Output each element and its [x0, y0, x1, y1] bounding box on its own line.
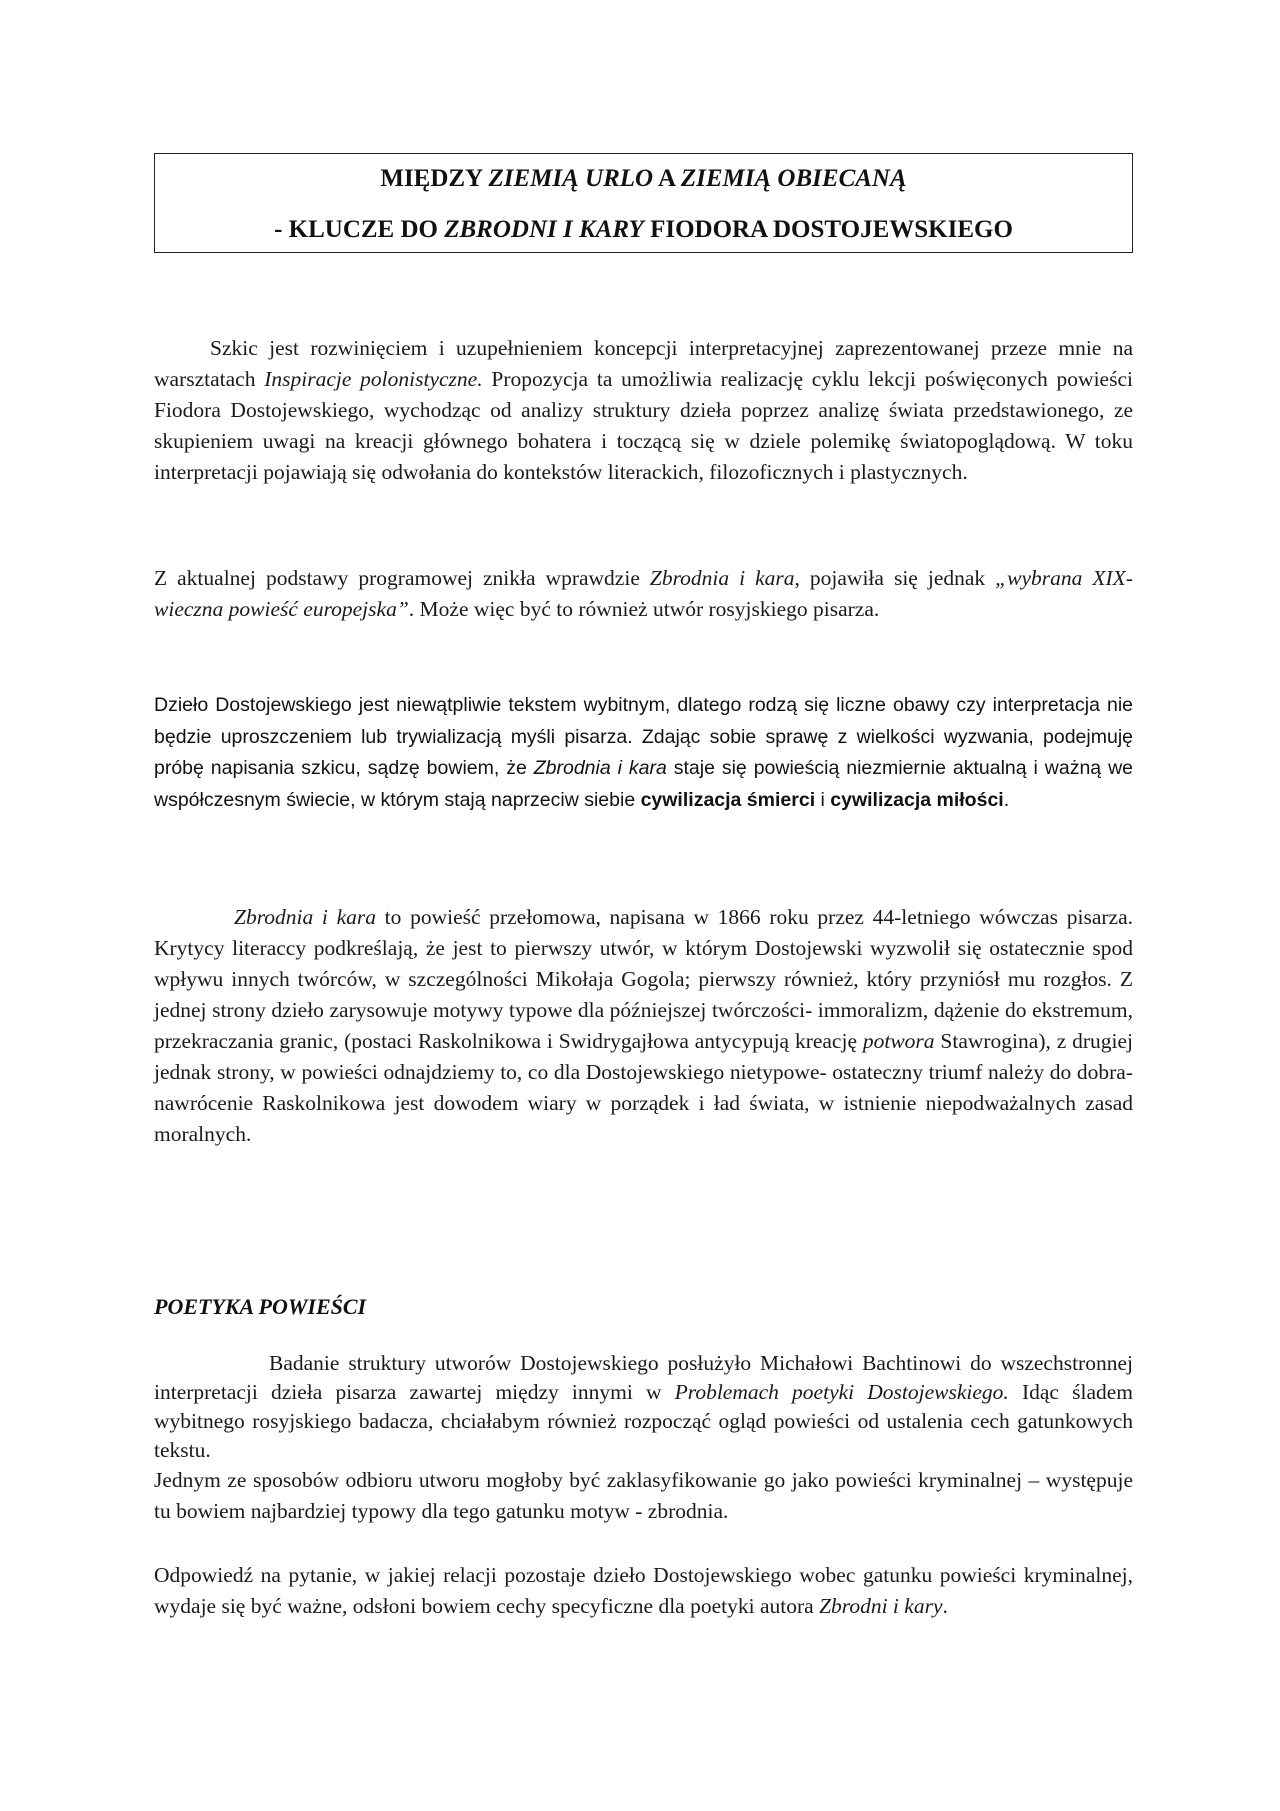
crime-genre-paragraph: Jednym ze sposobów odbioru utworu mogłoby być zaklasyfikowanie go jako powieści kryminalnej – występuje tu bowiem najbardziej typowy dla tego gatunku motyw - zbrodnia. [154, 1468, 1133, 1523]
novel-paragraph: Zbrodnia i kara to powieść przełomowa, napisana w 1866 roku przez 44-letniego wówczas pisarza. Krytycy literaccy podkreślają, że jest to pierwszy utwór, w którym Dostojewski wyzwolił się ostatecznie spod wpływu innych twórców, w szczególności Mikołaja Gogola; pierwszy również, który przyniósł mu rozgłos. Z jednej strony dzieło zarysowuje motywy typowe dla późniejszej twórczości- immoralizm, dążenie do ekstremum, przekraczania granic, (postaci Raskolnikowa i Swidrygajłowa antycypują kreację potwora Stawrogina), z drugiej jednak strony, w powieści odnajdziemy to, co dla Dostojewskiego nietypowe- ostateczny triumf należy do dobra- nawrócenie Raskolnikowa jest dowodem wiary w porządek i ład świata, w istnienie niepodważalnych zasad moralnych. [154, 905, 1134, 1146]
title-box [154, 153, 1133, 253]
intro-paragraph: Szkic jest rozwinięciem i uzupełnieniem koncepcji interpretacyjnej zaprezentowanej przeze mnie na warsztatach Inspiracje polonistyczne. Propozycja ta umożliwia realizację cyklu lekcji poświęconych powieści Fiodora Dostojewskiego, wychodząc od analizy struktury dzieła poprzez analizę świata przedstawionego, ze skupieniem uwagi na kreacji głównego bohatera i toczącą się w dziele polemikę światopoglądową. W toku interpretacji pojawiają się odwołania do kontekstów literackich, filozoficznych i plastycznych. [154, 336, 1133, 484]
bachtin-paragraph: Badanie struktury utworów Dostojewskiego posłużyło Michałowi Bachtinowi do wszechstronnej interpretacji dzieła pisarza zawartej między innymi w Problemach poetyki Dostojewskiego. Idąc śladem wybitnego rosyjskiego badacza, chciałabym również rozpocząć ogląd powieści od ustalenia cech gatunkowych tekstu. [154, 1351, 1133, 1462]
curriculum-paragraph: Z aktualnej podstawy programowej znikła wprawdzie Zbrodnia i kara, pojawiła się jednak „wybrana XIX- wieczna powieść europejska”. Może więc być to również utwór rosyjskiego pisarza. [154, 566, 1133, 621]
title-line-1: MIĘDZY ZIEMIĄ URLO A ZIEMIĄ OBIECANĄ [380, 165, 907, 192]
title-line-2: - KLUCZE DO ZBRODNI I KARY FIODORA DOSTOJEWSKIEGO [274, 216, 1013, 243]
relation-paragraph: Odpowiedź na pytanie, w jakiej relacji pozostaje dzieło Dostojewskiego wobec gatunku powieści kryminalnej, wydaje się być ważne, odsłoni bowiem cechy specyficzne dla poetyki autora Zbrodni i kary. [154, 1563, 1133, 1618]
significance-paragraph: Dzieło Dostojewskiego jest niewątpliwie tekstem wybitnym, dlatego rodzą się liczne obawy czy interpretacja nie będzie uproszczeniem lub trywializacją myśli pisarza. Zdając sobie sprawę z wielkości wyzwania, podejmuję próbę napisania szkicu, sądzę bowiem, że Zbrodnia i kara staje się powieścią niezmiernie aktualną i ważną we współczesnym świecie, w którym stają naprzeciw siebie cywilizacja śmierci i cywilizacja miłości. [154, 694, 1133, 811]
section-heading: POETYKA POWIEŚCI [154, 1294, 367, 1319]
